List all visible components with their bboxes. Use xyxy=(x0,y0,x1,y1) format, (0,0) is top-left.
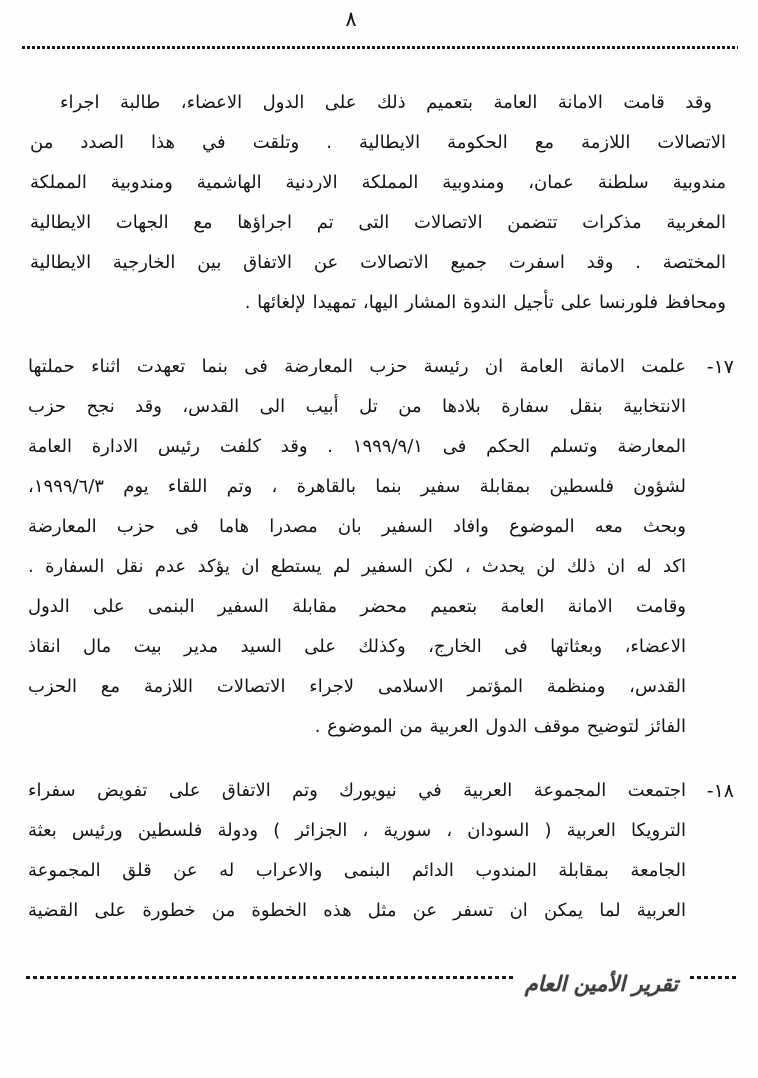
text-line: وبحث معه الموضوع وافاد السفير بان مصدرا هاما فى حزب المعارضة xyxy=(28,516,686,537)
text-line: الترويكا العربية ( السودان ، سورية ، الجزائر ) ودولة فلسطين ورئيس بعثة xyxy=(28,820,686,841)
text-line: ومحافظ فلورنسا على تأجيل الندوة المشار اليها، تمهيدا لإلغائها . xyxy=(244,292,726,313)
text-line: وقد قامت الامانة العامة بتعميم ذلك على الدول الاعضاء، طالبة اجراء xyxy=(60,92,712,113)
text-line: العربية لما يمكن ان تسفر عن مثل هذه الخطوة من خطورة على القضية xyxy=(28,900,686,921)
secretary-general-signature: تقرير الأمين العام xyxy=(524,972,678,996)
item-number: ١٨- xyxy=(706,780,734,802)
text-line: الاتصالات اللازمة مع الحكومة الايطالية . وتلقت في هذا الصدد من xyxy=(30,132,726,153)
item-lines xyxy=(28,771,686,931)
item-lines xyxy=(30,83,726,323)
text-line: الاعضاء، وبعثاتها فى الخارج، وكذلك على السيد مدير بيت مال انقاذ xyxy=(28,636,686,657)
text-line: الفائز لتوضيح موقف الدول العربية من الموضوع . xyxy=(314,716,686,737)
text-line: القدس، ومنظمة المؤتمر الاسلامى لاجراء الاتصالات اللازمة مع الحزب xyxy=(28,676,686,697)
text-line: المختصة . وقد اسفرت جميع الاتصالات عن الاتفاق بين الخارجية الايطالية xyxy=(30,252,726,273)
item-number: ١٧- xyxy=(706,356,734,378)
footer-dash-left xyxy=(26,976,513,979)
paragraph-block xyxy=(30,83,726,323)
document-body xyxy=(28,83,734,931)
text-line: علمت الامانة العامة ان رئيسة حزب المعارضة فى بنما تعهدت اثناء حملتها xyxy=(28,356,686,377)
text-line: مندوبية سلطنة عمان، ومندوبية المملكة الاردنية الهاشمية ومندوبية المملكة xyxy=(30,172,726,193)
text-line: اجتمعت المجموعة العربية في نيويورك وتم الاتفاق على تفويض سفراء xyxy=(28,780,686,801)
numbered-item xyxy=(28,347,734,747)
text-line: وقامت الامانة العامة بتعميم محضر مقابلة السفير البنمى على الدول xyxy=(28,596,686,617)
text-line: اكد له ان ذلك لن يحدث ، لكن السفير لم يستطع ان يؤكد عدم نقل السفارة . xyxy=(28,556,686,577)
numbered-item xyxy=(28,771,734,931)
text-line: لشؤون فلسطين بمقابلة سفير بنما بالقاهرة ، وتم اللقاء يوم ١٩٩٩/٦/٣، xyxy=(28,476,686,497)
page-footer xyxy=(26,958,736,996)
text-line: الجامعة بمقابلة المندوب الدائم البنمى والاعراب له عن قلق المجموعة xyxy=(28,860,686,881)
item-lines xyxy=(28,347,686,747)
text-line: المعارضة وتسلم الحكم فى ١٩٩٩/٩/١ . وقد كلفت رئيس الادارة العامة xyxy=(28,436,687,457)
text-line: المغربية مذكرات تتضمن الاتصالات التى تم اجراؤها مع الجهات الايطالية xyxy=(30,212,726,233)
text-line: الانتخابية بنقل سفارة بلادها من تل أبيب الى القدس، وقد نجح حزب xyxy=(28,396,686,417)
footer-dash-right xyxy=(690,976,736,979)
top-separator xyxy=(22,46,738,49)
page-number: ٨ xyxy=(345,7,357,31)
